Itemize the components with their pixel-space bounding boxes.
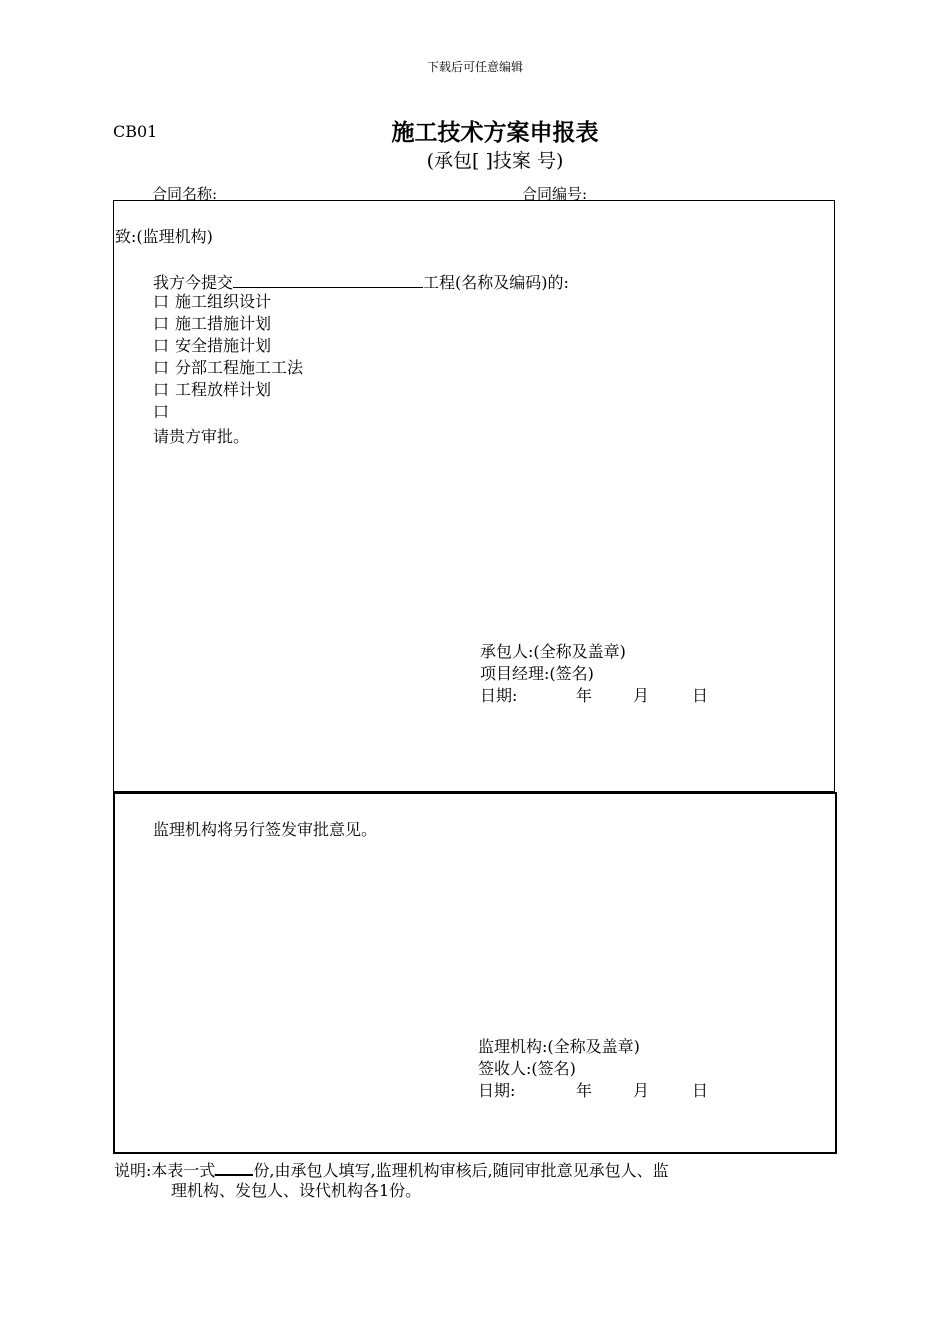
instructions-note-line2: 理机构、发包人、设代机构各1份。 xyxy=(171,1181,422,1200)
form-code: CB01 xyxy=(113,122,158,141)
date-label: 日期: xyxy=(478,1081,516,1100)
contract-name-label: 合同名称: xyxy=(152,185,218,203)
day-label: 日 xyxy=(692,1081,709,1100)
checkbox-icon: 口 xyxy=(153,358,170,377)
note-prefix: 说明:本表一式 xyxy=(114,1161,216,1180)
option-item[interactable] xyxy=(153,291,271,313)
copies-blank[interactable] xyxy=(215,1158,253,1176)
form-subtitle: (承包[ ]技案 号) xyxy=(426,150,564,172)
day-label: 日 xyxy=(692,686,709,705)
date-label: 日期: xyxy=(480,686,518,705)
submit-suffix: 工程(名称及编码)的: xyxy=(423,273,569,292)
option-label: 分部工程施工工法 xyxy=(175,358,304,377)
checkbox-icon: 口 xyxy=(153,380,170,399)
checkbox-icon: 口 xyxy=(153,336,170,355)
date-row xyxy=(478,1080,708,1102)
option-item[interactable] xyxy=(153,313,271,335)
review-section xyxy=(113,792,837,1154)
project-manager-label: 项目经理:(签名) xyxy=(480,664,594,683)
date-row xyxy=(480,685,708,707)
month-label: 月 xyxy=(633,1081,650,1100)
option-label: 安全措施计划 xyxy=(175,336,272,355)
receiver-label: 签收人:(签名) xyxy=(478,1059,576,1078)
checkbox-icon: 口 xyxy=(153,314,170,333)
project-name-blank[interactable] xyxy=(233,269,423,288)
contractor-label: 承包人:(全称及盖章) xyxy=(480,642,626,661)
header-note: 下载后可任意编辑 xyxy=(426,60,523,74)
addressee: 致:(监理机构) xyxy=(115,227,213,246)
submit-prefix: 我方今提交 xyxy=(153,273,234,292)
year-label: 年 xyxy=(576,1081,593,1100)
option-label: 施工组织设计 xyxy=(175,292,272,311)
request-approval: 请贵方审批。 xyxy=(153,427,250,446)
instructions-note xyxy=(114,1158,669,1182)
year-label: 年 xyxy=(576,686,593,705)
note-suffix: 份,由承包人填写,监理机构审核后,随同审批意见承包人、监 xyxy=(253,1161,669,1180)
option-label: 施工措施计划 xyxy=(175,314,272,333)
option-item[interactable] xyxy=(153,357,303,379)
checkbox-icon: 口 xyxy=(153,292,170,311)
option-item[interactable] xyxy=(153,379,271,401)
form-title: 施工技术方案申报表 xyxy=(391,119,599,146)
option-label: 工程放样计划 xyxy=(175,380,272,399)
supervisor-org-label: 监理机构:(全称及盖章) xyxy=(478,1037,640,1056)
review-statement: 监理机构将另行签发审批意见。 xyxy=(153,820,378,839)
month-label: 月 xyxy=(633,686,650,705)
option-item[interactable] xyxy=(153,335,271,357)
option-item[interactable] xyxy=(153,401,175,423)
contract-no-label: 合同编号: xyxy=(522,185,588,203)
checkbox-icon: 口 xyxy=(153,402,170,421)
